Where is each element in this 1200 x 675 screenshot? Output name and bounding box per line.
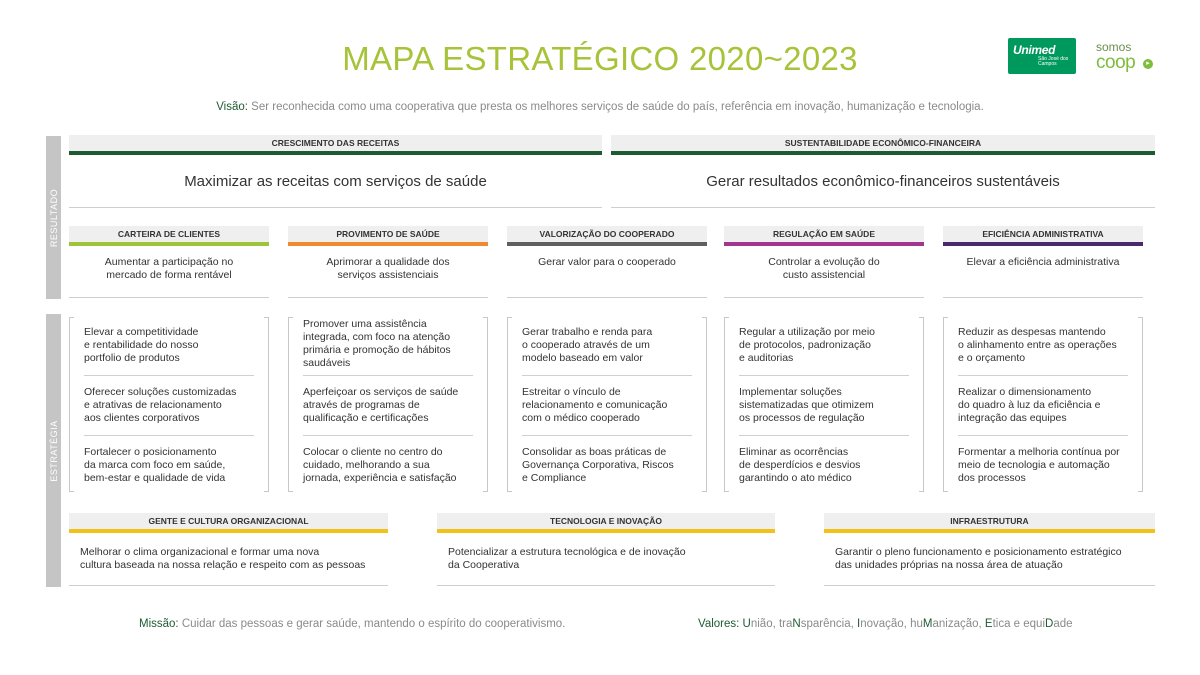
box-corner (483, 491, 487, 492)
box-corner (919, 491, 923, 492)
perspective-header: PROVIMENTO DE SAÚDE (288, 226, 488, 242)
box-corner (264, 491, 268, 492)
strategy-separator (303, 435, 473, 436)
header-sustentabilidade: SUSTENTABILIDADE ECONÔMICO-FINANCEIRA (611, 135, 1155, 151)
box-corner (702, 317, 706, 318)
sidebar-resultado-label: RESULTADO (48, 188, 59, 247)
base-header: TECNOLOGIA E INOVAÇÃO (437, 513, 775, 529)
perspective-objective: Aumentar a participação no mercado de forma rentável (104, 256, 234, 281)
base-text: Melhorar o clima organizacional e formar uma nova cultura baseada na nossa relação e respeito com as pessoas (80, 546, 366, 571)
values-statement (698, 618, 1073, 630)
perspective-header: EFICIÊNCIA ADMINISTRATIVA (943, 226, 1143, 242)
box-corner (264, 317, 268, 318)
box-corner (944, 317, 948, 318)
strategy-item: Gerar trabalho e renda para o cooperado através de um modelo baseado em valor (522, 326, 653, 364)
strategy-item: Aperfeiçoar os serviços de saúde através de programas de qualificação e certificações (303, 386, 459, 424)
sidebar-resultado (46, 136, 61, 299)
strategy-item: Oferecer soluções customizadas e atrativas de relacionamento aos clientes corporativos (84, 386, 237, 424)
box-corner (508, 317, 512, 318)
divider (824, 585, 1155, 586)
base-bar (824, 529, 1155, 533)
vision-label: Visão: (216, 101, 248, 113)
perspective-header: REGULAÇÃO EM SAÚDE (724, 226, 924, 242)
box-corner (725, 491, 729, 492)
mission-text: Cuidar das pessoas e gerar saúde, mantendo o espírito do cooperativismo. (178, 618, 566, 630)
bar-crescimento (69, 151, 602, 155)
box-corner (944, 491, 948, 492)
box-corner (1138, 317, 1142, 318)
perspective-bar (507, 242, 707, 246)
values-label: Valores: (698, 618, 740, 630)
divider (611, 207, 1155, 208)
perspective-header: CARTEIRA DE CLIENTES (69, 226, 269, 242)
box-corner (1138, 491, 1142, 492)
perspective-objective: Aprimorar a qualidade dos serviços assistenciais (326, 256, 450, 281)
strategy-item: Formentar a melhoria contínua por meio de tecnologia e automação dos processos (958, 446, 1120, 484)
resultado-text-receitas: Maximizar as receitas com serviços de saúde (184, 173, 487, 190)
coop-logo-bottom: coop (1096, 52, 1136, 73)
divider (943, 297, 1143, 298)
divider (69, 207, 602, 208)
strategy-separator (84, 375, 254, 376)
strategy-separator (739, 375, 909, 376)
divider (69, 297, 269, 298)
box-corner (483, 317, 487, 318)
strategy-item: Regular a utilização por meio de protocolos, padronização e auditorias (739, 326, 875, 364)
strategy-separator (958, 435, 1128, 436)
header-crescimento-receitas: CRESCIMENTO DAS RECEITAS (69, 135, 602, 151)
box-corner (70, 317, 74, 318)
strategy-item: Estreitar o vínculo de relacionamento e comunicação com o médico cooperado (522, 386, 668, 424)
box-corner (725, 317, 729, 318)
values-part: União, traNsparência, Inovação, huManização, Etica e equiDade (742, 618, 1073, 630)
strategy-separator (303, 375, 473, 376)
divider (69, 585, 388, 586)
bar-sustentabilidade (611, 151, 1155, 155)
box-corner (289, 317, 293, 318)
box-corner (70, 491, 74, 492)
box-corner (702, 491, 706, 492)
perspective-objective: Elevar a eficiência administrativa (966, 256, 1120, 268)
mission-label: Missão: (139, 618, 179, 630)
strategy-item: Fortalecer o posicionamento da marca com foco em saúde, bem-estar e qualidade de vida (84, 446, 226, 484)
perspective-objective: Gerar valor para o cooperado (538, 256, 676, 268)
perspective-bar (943, 242, 1143, 246)
vision-text: Ser reconhecida como uma cooperativa que presta os melhores serviços de saúde do país, referência em inovação, humanização e tecnologia. (247, 101, 984, 113)
strategy-item: Consolidar as boas práticas de Governança Corporativa, Riscos e Compliance (522, 446, 674, 484)
strategy-separator (522, 375, 692, 376)
strategy-item: Implementar soluções sistematizadas que otimizem os processos de regulação (739, 386, 874, 424)
base-header: INFRAESTRUTURA (824, 513, 1155, 529)
divider (437, 585, 775, 586)
strategy-separator (958, 375, 1128, 376)
coop-arrow-icon: ▸ (1143, 59, 1153, 69)
strategy-item: Promover uma assistência integrada, com foco na atenção primária e promoção de hábitos saudáveis (303, 318, 451, 369)
base-header: GENTE E CULTURA ORGANIZACIONAL (69, 513, 388, 529)
strategy-separator (739, 435, 909, 436)
perspective-objective: Controlar a evolução do custo assistencial (768, 256, 880, 281)
strategy-separator (522, 435, 692, 436)
strategy-item: Colocar o cliente no centro do cuidado, melhorando a sua jornada, experiência e satisfação (303, 446, 457, 484)
divider (507, 297, 707, 298)
base-text: Potencializar a estrutura tecnológica e de inovação da Cooperativa (448, 546, 686, 571)
box-corner (508, 491, 512, 492)
unimed-logo (1008, 38, 1076, 74)
vision-statement (0, 101, 1200, 113)
base-bar (437, 529, 775, 533)
unimed-logo-sub: São José dos Campos (1038, 56, 1069, 67)
perspective-bar (69, 242, 269, 246)
divider (724, 297, 924, 298)
strategy-item: Elevar a competitividade e rentabilidade do nosso portfolio de produtos (84, 326, 199, 364)
unimed-logo-name: Unimed (1013, 43, 1056, 57)
base-bar (69, 529, 388, 533)
box-corner (289, 491, 293, 492)
sidebar-estrategia-label: ESTRATÉGIA (48, 419, 59, 482)
perspective-bar (288, 242, 488, 246)
perspective-bar (724, 242, 924, 246)
coop-logo-top: somos (1096, 40, 1132, 54)
resultado-text-sustentaveis: Gerar resultados econômico-financeiros sustentáveis (706, 173, 1060, 190)
strategy-separator (84, 435, 254, 436)
divider (288, 297, 488, 298)
page-title: MAPA ESTRATÉGICO 2020~2023 (342, 40, 858, 77)
sidebar-estrategia (46, 314, 61, 587)
strategy-item: Eliminar as ocorrências de desperdícios e desvios garantindo o ato médico (739, 446, 861, 484)
box-corner (919, 317, 923, 318)
mission-statement (139, 618, 565, 630)
strategy-item: Realizar o dimensionamento do quadro à luz da eficiência e integração das equipes (958, 386, 1101, 424)
base-text: Garantir o pleno funcionamento e posicionamento estratégico das unidades próprias na nossa área de atuação (835, 546, 1122, 571)
somos-coop-logo (1090, 40, 1160, 76)
perspective-header: VALORIZAÇÃO DO COOPERADO (507, 226, 707, 242)
strategy-item: Reduzir as despesas mantendo o alinhamento entre as operações e o orçamento (958, 326, 1117, 364)
